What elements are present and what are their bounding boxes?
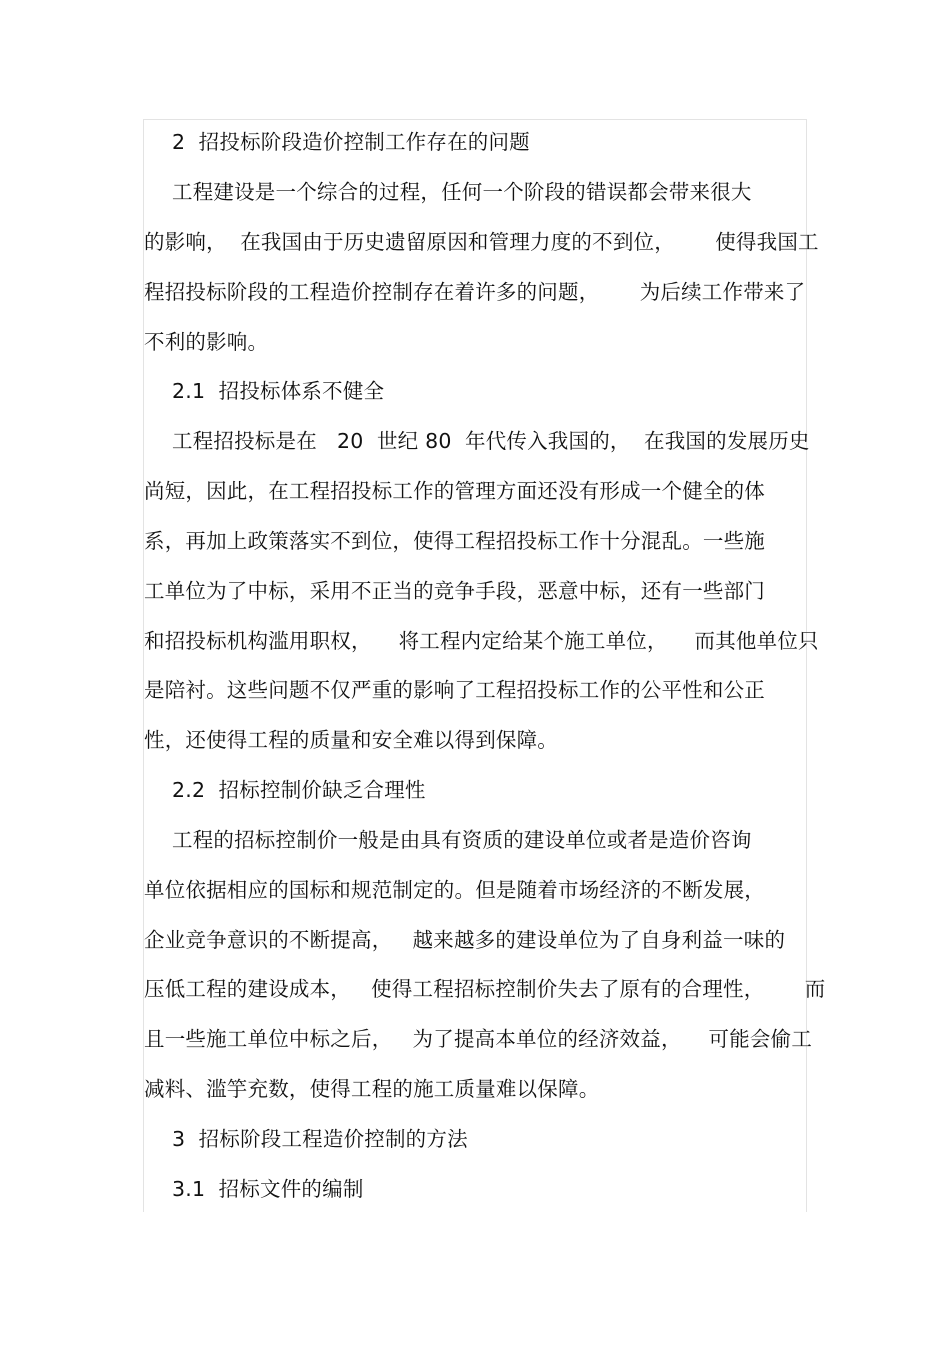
paragraph-line: 工程招投标是在 20 世纪 80 年代传入我国的， 在我国的发展历史	[172, 429, 810, 453]
paragraph-line: 工程建设是一个综合的过程，任何一个阶段的错误都会带来很大	[172, 180, 752, 204]
heading-section-2-2: 2.2 招标控制价缺乏合理性	[172, 778, 426, 802]
paragraph-line: 和招投标机构滥用职权， 将工程内定给某个施工单位， 而其他单位只	[144, 629, 819, 653]
paragraph-line: 性，还使得工程的质量和安全难以得到保障。	[144, 728, 558, 752]
paragraph-line: 企业竞争意识的不断提高， 越来越多的建设单位为了自身利益一味的	[144, 928, 786, 952]
paragraph-line: 尚短，因此，在工程招投标工作的管理方面还没有形成一个健全的体	[144, 479, 765, 503]
paragraph-line: 程招投标阶段的工程造价控制存在着许多的问题， 为后续工作带来了	[144, 280, 806, 304]
paragraph-line: 减料、滥竽充数，使得工程的施工质量难以保障。	[144, 1077, 600, 1101]
paragraph-line: 工程的招标控制价一般是由具有资质的建设单位或者是造价咨询	[172, 828, 752, 852]
paragraph-line: 压低工程的建设成本， 使得工程招标控制价失去了原有的合理性， 而	[144, 977, 826, 1001]
paragraph-line: 工单位为了中标，采用不正当的竞争手段，恶意中标，还有一些部门	[144, 579, 765, 603]
paragraph-line: 单位依据相应的国标和规范制定的。但是随着市场经济的不断发展，	[144, 878, 765, 902]
heading-section-3: 3 招标阶段工程造价控制的方法	[172, 1127, 468, 1151]
paragraph-line: 系，再加上政策落实不到位，使得工程招投标工作十分混乱。一些施	[144, 529, 765, 553]
heading-section-3-1: 3.1 招标文件的编制	[172, 1177, 364, 1201]
paragraph-line: 的影响， 在我国由于历史遗留原因和管理力度的不到位， 使得我国工	[144, 230, 819, 254]
heading-section-2-1: 2.1 招投标体系不健全	[172, 379, 385, 403]
paragraph-line: 是陪衬。这些问题不仅严重的影响了工程招投标工作的公平性和公正	[144, 678, 765, 702]
heading-section-2: 2 招投标阶段造价控制工作存在的问题	[172, 130, 530, 154]
paragraph-line: 不利的影响。	[144, 330, 269, 354]
paragraph-line: 且一些施工单位中标之后， 为了提高本单位的经济效益， 可能会偷工	[144, 1027, 813, 1051]
